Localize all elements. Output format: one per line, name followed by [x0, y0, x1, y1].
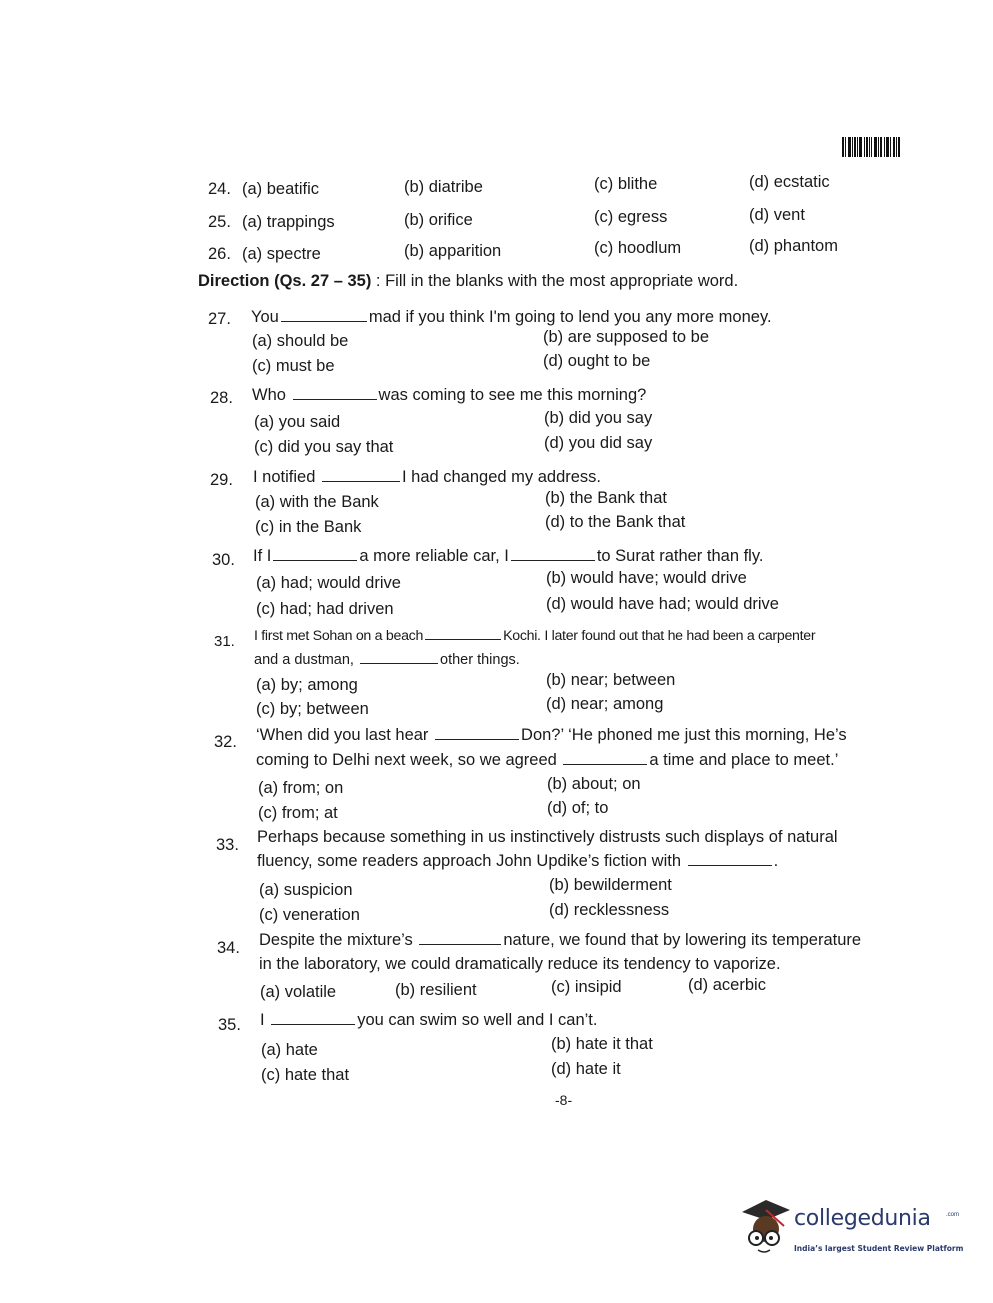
logo-com: .com: [946, 1212, 960, 1218]
option-d: (d) of; to: [547, 799, 609, 817]
blank: [435, 727, 519, 740]
option-c: (c) egress: [594, 208, 668, 226]
blank: [419, 932, 501, 945]
question-text: [257, 828, 838, 847]
blank: [688, 853, 772, 866]
page-number: -8-: [555, 1092, 573, 1108]
text-part: mad if you think I'm going to lend you any more money.: [368, 308, 772, 326]
question-text: [253, 547, 763, 566]
question-number: 33.: [216, 836, 239, 854]
option-b: (b) are supposed to be: [543, 328, 710, 346]
option-b: (b) the Bank that: [545, 489, 667, 507]
text-part: You: [251, 308, 279, 326]
question-number: 25.: [208, 213, 231, 231]
option-a: (a) hate: [261, 1041, 318, 1059]
option-a: (a) beatific: [242, 180, 320, 198]
option-b: (b) bewilderment: [549, 876, 672, 894]
text-part: Kochi. I later found out that he had been a carpenter: [503, 628, 816, 644]
text-part: you can swim so well and I can’t.: [357, 1011, 598, 1029]
option-a: (a) had; would drive: [256, 574, 401, 592]
text-part: Perhaps because something in us instinctively distrusts such displays of natural: [257, 828, 838, 846]
text-part: I had changed my address.: [401, 468, 602, 486]
option-b: (b) apparition: [404, 242, 502, 260]
mascot-icon: [736, 1196, 792, 1258]
text-part: .: [773, 852, 779, 870]
blank: [360, 651, 438, 664]
option-a: (a) trappings: [242, 213, 335, 231]
blank: [271, 1012, 355, 1025]
text-part: nature, we found that by lowering its temperature: [503, 931, 862, 949]
logo-tagline: India’s largest Student Review Platform: [794, 1244, 964, 1253]
text-part: I: [260, 1011, 265, 1029]
option-b: (b) orifice: [404, 211, 473, 229]
direction-instruction: : Fill in the blanks with the most appropriate word.: [371, 272, 739, 290]
direction-heading: Direction (Qs. 27 – 35): [198, 272, 372, 290]
question-text: [251, 308, 772, 327]
option-a: (a) you said: [254, 413, 341, 431]
question-text-line2: [257, 852, 778, 871]
text-part: to Surat rather than fly.: [596, 547, 764, 565]
option-c: (c) in the Bank: [255, 518, 362, 536]
blank: [563, 752, 647, 765]
collegedunia-logo: [736, 1196, 966, 1266]
option-d: (d) would have had; would drive: [546, 595, 779, 613]
text-part: Don?’ ‘He phoned me just this morning, He’s: [521, 726, 847, 744]
question-text-line2: [259, 955, 781, 974]
question-number: 29.: [210, 471, 233, 489]
option-d: (d) acerbic: [688, 976, 766, 994]
option-c: (c) by; between: [256, 700, 369, 718]
option-d: (d) recklessness: [549, 901, 670, 919]
blank: [293, 387, 377, 400]
blank: [322, 469, 400, 482]
option-b: (b) near; between: [546, 671, 676, 689]
option-b: (b) resilient: [395, 981, 477, 999]
option-b: (b) would have; would drive: [546, 569, 747, 587]
blank: [281, 309, 367, 322]
option-d: (d) hate it: [551, 1060, 621, 1078]
option-a: (a) spectre: [242, 245, 321, 263]
option-c: (c) must be: [252, 357, 335, 375]
question-number: 31.: [214, 633, 235, 650]
option-a: (a) volatile: [260, 983, 337, 1001]
question-text: [259, 931, 861, 950]
question-number: 24.: [208, 180, 231, 198]
option-b: (b) did you say: [544, 409, 653, 427]
option-d: (d) to the Bank that: [545, 513, 686, 531]
question-number: 35.: [218, 1016, 241, 1034]
option-a: (a) with the Bank: [255, 493, 379, 511]
option-a: (a) suspicion: [259, 881, 353, 899]
question-text-line2: [256, 751, 838, 770]
text-part: was coming to see me this morning?: [378, 386, 647, 404]
text-part: coming to Delhi next week, so we agreed: [256, 751, 557, 769]
question-text: [253, 468, 601, 487]
option-d: (d) vent: [749, 206, 805, 224]
text-part: fluency, some readers approach John Updike’s fiction with: [257, 852, 682, 870]
text-part: a time and place to meet.’: [649, 751, 839, 769]
option-c: (c) had; had driven: [256, 600, 394, 618]
question-text-line2: [254, 651, 520, 668]
question-text: [260, 1011, 597, 1030]
option-c: (c) from; at: [258, 804, 338, 822]
option-d: (d) phantom: [749, 237, 838, 255]
option-d: (d) near; among: [546, 695, 664, 713]
barcode: [842, 137, 906, 157]
option-c: (c) blithe: [594, 175, 658, 193]
question-text: [252, 386, 646, 405]
text-part: ‘When did you last hear: [256, 726, 429, 744]
option-b: (b) about; on: [547, 775, 641, 793]
direction-text: [198, 272, 738, 291]
blank: [511, 548, 595, 561]
text-part: other things.: [440, 652, 520, 668]
option-c: (c) hate that: [261, 1066, 350, 1084]
text-part: in the laboratory, we could dramatically reduce its tendency to vaporize.: [259, 955, 781, 973]
blank: [273, 548, 357, 561]
option-c: (c) veneration: [259, 906, 360, 924]
question-number: 26.: [208, 245, 231, 263]
option-c: (c) insipid: [551, 978, 622, 996]
text-part: I notified: [253, 468, 316, 486]
option-b: (b) diatribe: [404, 178, 483, 196]
text-part: and a dustman,: [254, 652, 354, 668]
logo-name: collegedunia: [794, 1206, 931, 1231]
question-number: 32.: [214, 733, 237, 751]
text-part: Who: [252, 386, 286, 404]
option-c: (c) hoodlum: [594, 239, 682, 257]
option-a: (a) from; on: [258, 779, 344, 797]
text-part: If I: [253, 547, 272, 565]
text-part: I first met Sohan on a beach: [254, 628, 424, 644]
text-part: Despite the mixture’s: [259, 931, 413, 949]
question-text: [254, 627, 815, 644]
option-a: (a) by; among: [256, 676, 358, 694]
question-number: 27.: [208, 310, 231, 328]
blank: [425, 627, 501, 640]
question-text: [256, 726, 847, 745]
option-d: (d) ecstatic: [749, 173, 830, 191]
option-a: (a) should be: [252, 332, 349, 350]
option-c: (c) did you say that: [254, 438, 394, 456]
question-number: 30.: [212, 551, 235, 569]
text-part: a more reliable car, I: [359, 547, 509, 565]
question-number: 34.: [217, 939, 240, 957]
option-b: (b) hate it that: [551, 1035, 653, 1053]
option-d: (d) ought to be: [543, 352, 651, 370]
question-number: 28.: [210, 389, 233, 407]
option-d: (d) you did say: [544, 434, 653, 452]
